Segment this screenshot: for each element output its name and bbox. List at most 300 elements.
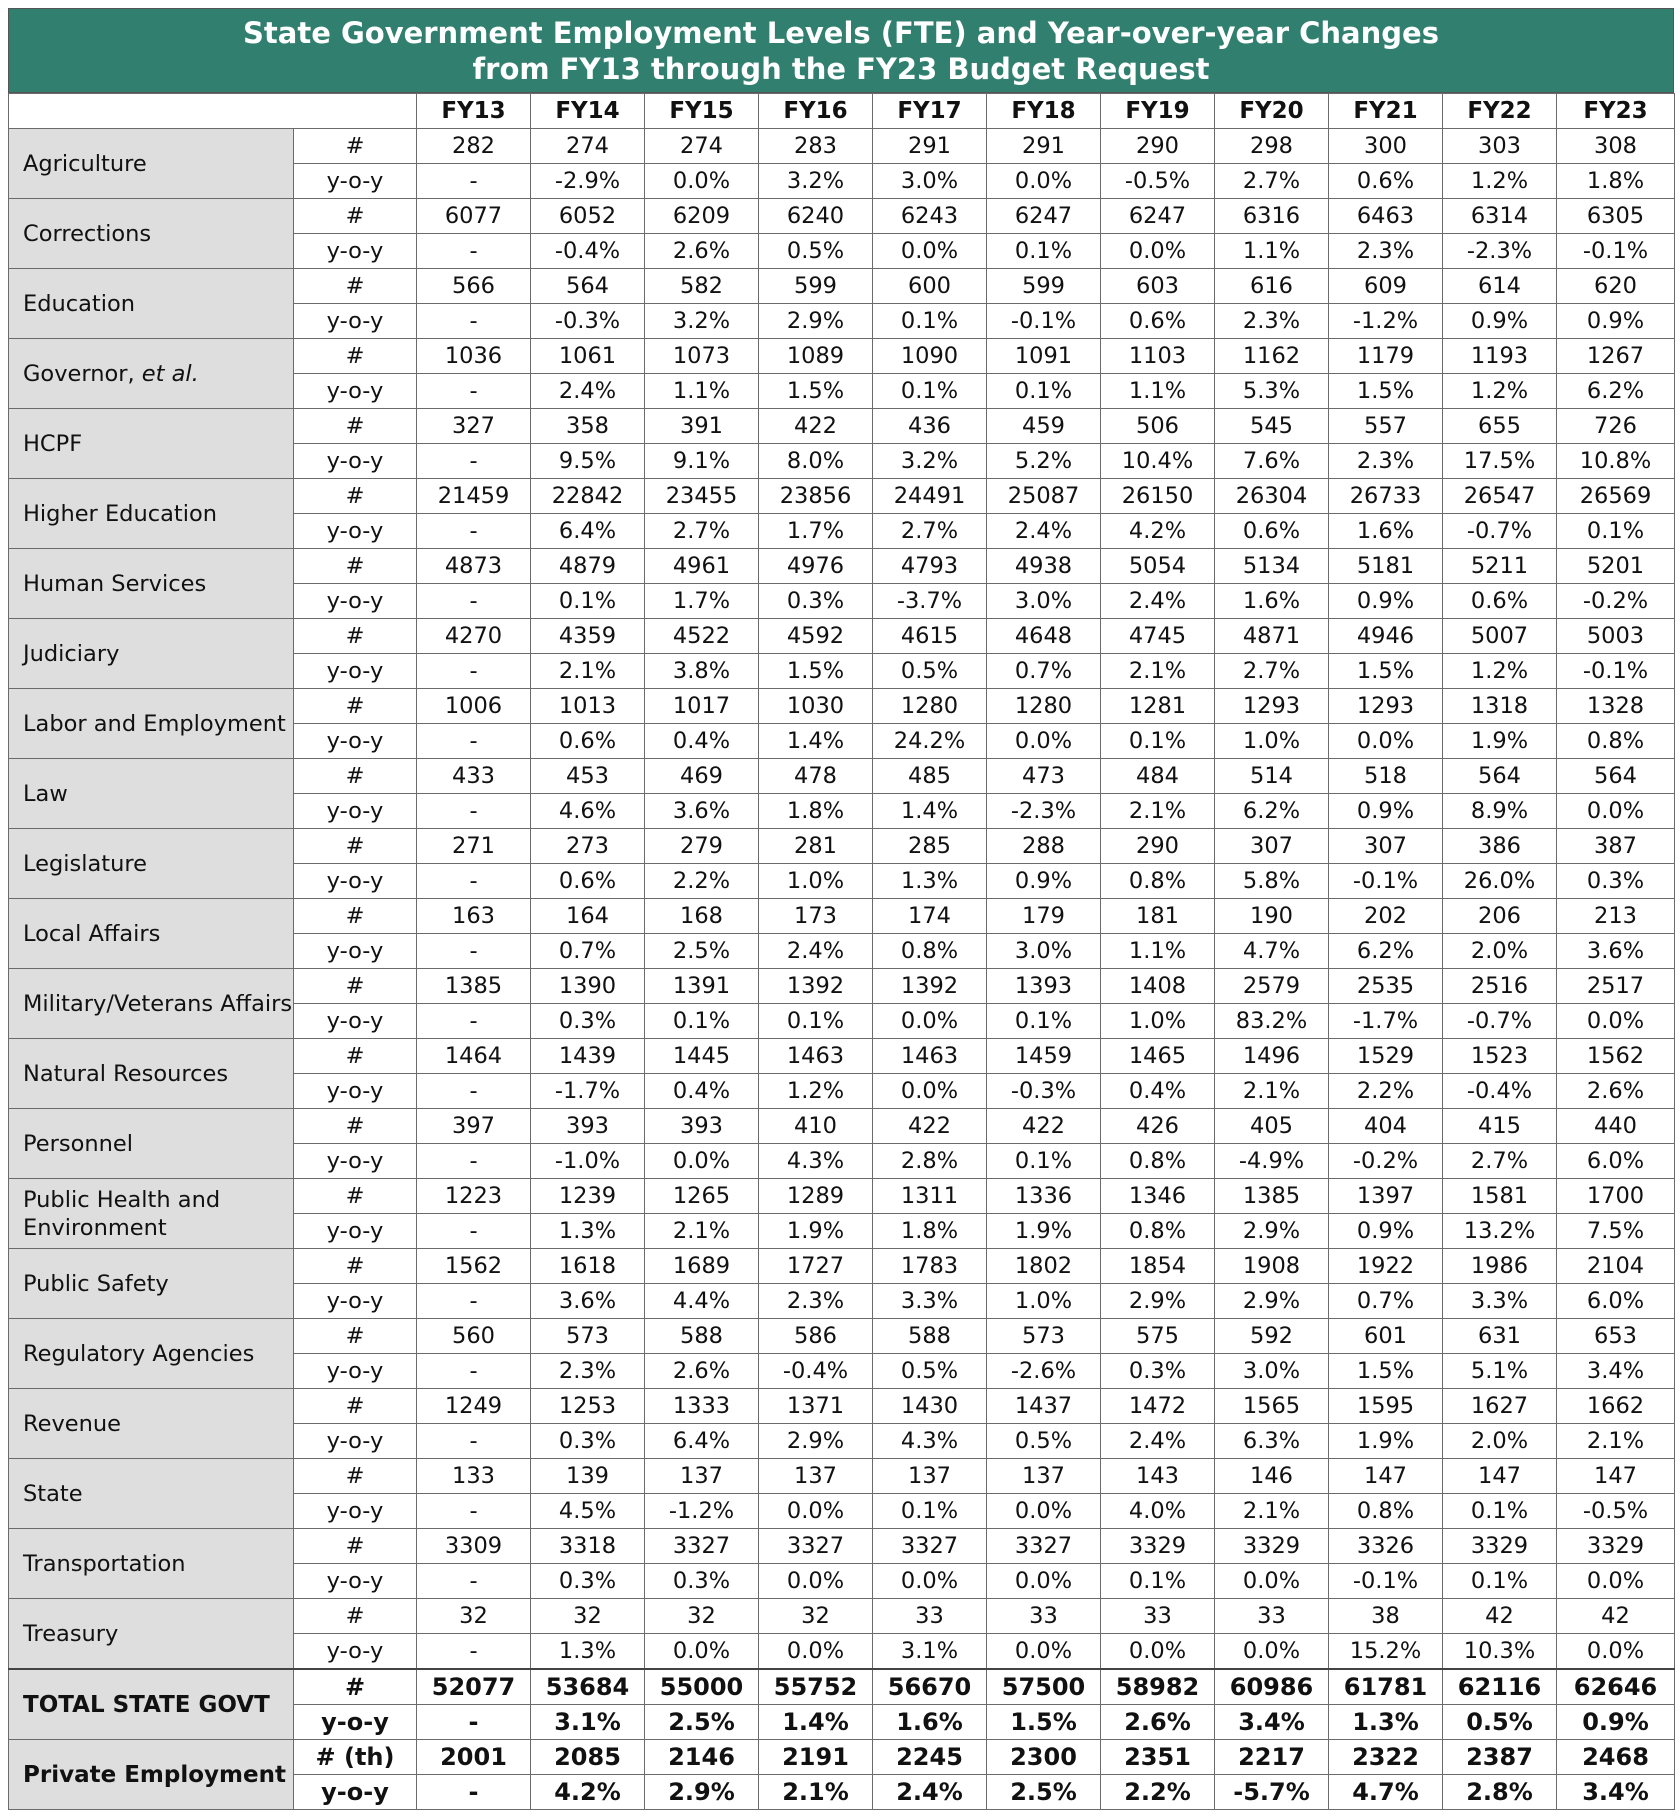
- count-cell: 3318: [531, 1529, 645, 1564]
- dept-label-military-veterans-affairs: [9, 969, 294, 1039]
- count-cell: 2300: [987, 1740, 1101, 1775]
- table-title: [8, 8, 1674, 93]
- count-cell: 582: [645, 269, 759, 304]
- count-cell: 4873: [417, 549, 531, 584]
- count-cell: 6240: [759, 199, 873, 234]
- count-cell: 358: [531, 409, 645, 444]
- yoy-cell: 4.6%: [531, 794, 645, 829]
- yoy-cell: 1.2%: [1443, 654, 1557, 689]
- yoy-cell: 1.0%: [1215, 724, 1329, 759]
- yoy-cell: 7.6%: [1215, 444, 1329, 479]
- count-cell: 147: [1329, 1459, 1443, 1494]
- yoy-cell: -2.3%: [1443, 234, 1557, 269]
- count-cell: 1179: [1329, 339, 1443, 374]
- yoy-cell: 3.2%: [873, 444, 987, 479]
- yoy-cell: 2.9%: [759, 304, 873, 339]
- metric-yoy-label: y-o-y: [294, 444, 417, 479]
- yoy-cell: 2.9%: [1215, 1284, 1329, 1319]
- yoy-cell: -0.1%: [1557, 234, 1675, 269]
- year-header-fy14: FY14: [531, 94, 645, 129]
- dept-name: Local Affairs: [23, 920, 161, 947]
- yoy-cell: 2.1%: [1215, 1074, 1329, 1109]
- yoy-cell: 0.0%: [987, 1494, 1101, 1529]
- count-cell: 3309: [417, 1529, 531, 1564]
- yoy-cell: 1.5%: [759, 374, 873, 409]
- count-cell: 308: [1557, 129, 1675, 164]
- yoy-cell: 0.3%: [531, 1004, 645, 1039]
- yoy-cell: -: [417, 584, 531, 619]
- yoy-cell: 1.4%: [759, 1705, 873, 1740]
- yoy-cell: -0.3%: [531, 304, 645, 339]
- count-cell: 1391: [645, 969, 759, 1004]
- yoy-cell: 0.6%: [1329, 164, 1443, 199]
- table-row: [9, 1529, 1675, 1564]
- yoy-cell: 13.2%: [1443, 1214, 1557, 1249]
- yoy-cell: 0.0%: [645, 164, 759, 199]
- count-cell: 57500: [987, 1669, 1101, 1705]
- yoy-cell: 3.6%: [1557, 934, 1675, 969]
- yoy-cell: 0.8%: [1557, 724, 1675, 759]
- count-cell: 1523: [1443, 1039, 1557, 1074]
- count-cell: 5201: [1557, 549, 1675, 584]
- yoy-cell: 2.7%: [1215, 654, 1329, 689]
- count-cell: 726: [1557, 409, 1675, 444]
- yoy-cell: 6.0%: [1557, 1284, 1675, 1319]
- count-cell: 190: [1215, 899, 1329, 934]
- count-cell: 2191: [759, 1740, 873, 1775]
- table-row: [9, 1109, 1675, 1144]
- metric-yoy-label: y-o-y: [294, 1284, 417, 1319]
- count-cell: 4946: [1329, 619, 1443, 654]
- count-cell: 26150: [1101, 479, 1215, 514]
- yoy-cell: -: [417, 234, 531, 269]
- count-cell: 6463: [1329, 199, 1443, 234]
- count-cell: 60986: [1215, 1669, 1329, 1705]
- dept-name: Legislature: [23, 850, 147, 877]
- metric-yoy-label: y-o-y: [294, 1424, 417, 1459]
- yoy-cell: 0.5%: [873, 654, 987, 689]
- table-row: [9, 1039, 1675, 1074]
- yoy-cell: 7.5%: [1557, 1214, 1675, 1249]
- count-cell: 3327: [873, 1529, 987, 1564]
- count-cell: 5134: [1215, 549, 1329, 584]
- yoy-cell: -: [417, 1634, 531, 1670]
- yoy-cell: 2.4%: [1101, 584, 1215, 619]
- yoy-cell: 3.3%: [1443, 1284, 1557, 1319]
- yoy-cell: 2.1%: [1101, 794, 1215, 829]
- yoy-cell: 1.0%: [987, 1284, 1101, 1319]
- count-cell: 653: [1557, 1319, 1675, 1354]
- yoy-cell: 83.2%: [1215, 1004, 1329, 1039]
- count-cell: 1689: [645, 1249, 759, 1284]
- count-cell: 609: [1329, 269, 1443, 304]
- count-cell: 55000: [645, 1669, 759, 1705]
- count-cell: 1293: [1329, 689, 1443, 724]
- yoy-cell: 1.6%: [1215, 584, 1329, 619]
- dept-label-total-state-govt: [9, 1669, 294, 1740]
- dept-label-human-services: [9, 549, 294, 619]
- count-cell: 32: [645, 1599, 759, 1634]
- count-cell: 485: [873, 759, 987, 794]
- yoy-cell: 0.8%: [873, 934, 987, 969]
- count-cell: 1223: [417, 1179, 531, 1214]
- count-cell: 1529: [1329, 1039, 1443, 1074]
- yoy-cell: 0.8%: [1329, 1494, 1443, 1529]
- yoy-cell: 15.2%: [1329, 1634, 1443, 1670]
- count-cell: 4592: [759, 619, 873, 654]
- yoy-cell: 1.1%: [645, 374, 759, 409]
- count-cell: 564: [531, 269, 645, 304]
- count-cell: 518: [1329, 759, 1443, 794]
- yoy-cell: 0.6%: [531, 864, 645, 899]
- metric-yoy-label: y-o-y: [294, 514, 417, 549]
- table-row: [9, 1389, 1675, 1424]
- table-row: [9, 759, 1675, 794]
- count-cell: 146: [1215, 1459, 1329, 1494]
- count-cell: 1802: [987, 1249, 1101, 1284]
- yoy-cell: 1.5%: [1329, 1354, 1443, 1389]
- count-cell: 33: [873, 1599, 987, 1634]
- count-cell: 23856: [759, 479, 873, 514]
- yoy-cell: 0.5%: [759, 234, 873, 269]
- yoy-cell: -: [417, 864, 531, 899]
- count-cell: 6077: [417, 199, 531, 234]
- yoy-cell: 2.5%: [987, 1775, 1101, 1810]
- count-cell: 1908: [1215, 1249, 1329, 1284]
- count-cell: 1922: [1329, 1249, 1443, 1284]
- count-cell: 2517: [1557, 969, 1675, 1004]
- yoy-cell: 2.4%: [873, 1775, 987, 1810]
- yoy-cell: 2.7%: [1443, 1144, 1557, 1179]
- count-cell: 4270: [417, 619, 531, 654]
- yoy-cell: 17.5%: [1443, 444, 1557, 479]
- count-cell: 273: [531, 829, 645, 864]
- yoy-cell: 0.0%: [645, 1634, 759, 1670]
- count-cell: 3327: [645, 1529, 759, 1564]
- yoy-cell: 4.4%: [645, 1284, 759, 1319]
- metric-count-label: #: [294, 1109, 417, 1144]
- yoy-cell: 10.4%: [1101, 444, 1215, 479]
- metric-count-label: #: [294, 1389, 417, 1424]
- count-cell: 282: [417, 129, 531, 164]
- table-row: [9, 1599, 1675, 1634]
- metric-yoy-label: y-o-y: [294, 1705, 417, 1740]
- yoy-cell: 5.1%: [1443, 1354, 1557, 1389]
- yoy-cell: -: [417, 1144, 531, 1179]
- count-cell: 168: [645, 899, 759, 934]
- dept-label-law: [9, 759, 294, 829]
- table-body: [9, 129, 1675, 1810]
- count-cell: 1465: [1101, 1039, 1215, 1074]
- yoy-cell: -: [417, 1494, 531, 1529]
- count-cell: 1463: [759, 1039, 873, 1074]
- count-cell: 2468: [1557, 1740, 1675, 1775]
- yoy-cell: 6.2%: [1215, 794, 1329, 829]
- dept-label-public-health-and-environment: [9, 1179, 294, 1249]
- count-cell: 1281: [1101, 689, 1215, 724]
- yoy-cell: 0.5%: [987, 1424, 1101, 1459]
- table-row: [9, 199, 1675, 234]
- yoy-cell: 0.1%: [1557, 514, 1675, 549]
- yoy-cell: -: [417, 724, 531, 759]
- yoy-cell: -0.4%: [531, 234, 645, 269]
- count-cell: 4615: [873, 619, 987, 654]
- count-cell: 42: [1443, 1599, 1557, 1634]
- yoy-cell: 1.0%: [1101, 1004, 1215, 1039]
- yoy-cell: 0.3%: [1557, 864, 1675, 899]
- count-cell: 1013: [531, 689, 645, 724]
- yoy-cell: -2.3%: [987, 794, 1101, 829]
- title-line-1: State Government Employment Levels (FTE) and Year-over-year Changes: [243, 15, 1439, 50]
- count-cell: 514: [1215, 759, 1329, 794]
- yoy-cell: -1.0%: [531, 1144, 645, 1179]
- metric-count-label: # (th): [294, 1740, 417, 1775]
- dept-name: Higher Education: [23, 500, 217, 527]
- count-cell: 290: [1101, 129, 1215, 164]
- count-cell: 1595: [1329, 1389, 1443, 1424]
- yoy-cell: 1.8%: [873, 1214, 987, 1249]
- yoy-cell: 0.9%: [1443, 304, 1557, 339]
- dept-label-natural-resources: [9, 1039, 294, 1109]
- count-cell: 4961: [645, 549, 759, 584]
- yoy-cell: 0.8%: [1101, 864, 1215, 899]
- count-cell: 3327: [759, 1529, 873, 1564]
- yoy-cell: 0.3%: [531, 1564, 645, 1599]
- table-row: [9, 409, 1675, 444]
- count-cell: 32: [759, 1599, 873, 1634]
- yoy-cell: 3.0%: [987, 584, 1101, 619]
- yoy-cell: 2.6%: [1557, 1074, 1675, 1109]
- yoy-cell: 0.4%: [645, 1074, 759, 1109]
- count-cell: 5007: [1443, 619, 1557, 654]
- year-header-fy17: FY17: [873, 94, 987, 129]
- count-cell: 288: [987, 829, 1101, 864]
- count-cell: 601: [1329, 1319, 1443, 1354]
- metric-yoy-label: y-o-y: [294, 1144, 417, 1179]
- dept-name: Education: [23, 290, 136, 317]
- yoy-cell: -: [417, 514, 531, 549]
- yoy-cell: 0.0%: [987, 164, 1101, 199]
- count-cell: 1392: [873, 969, 987, 1004]
- yoy-cell: -0.3%: [987, 1074, 1101, 1109]
- yoy-cell: 2.0%: [1443, 934, 1557, 969]
- yoy-cell: -: [417, 1284, 531, 1319]
- year-header-fy18: FY18: [987, 94, 1101, 129]
- count-cell: 26733: [1329, 479, 1443, 514]
- count-cell: 1618: [531, 1249, 645, 1284]
- yoy-cell: 0.1%: [873, 304, 987, 339]
- metric-yoy-label: y-o-y: [294, 794, 417, 829]
- count-cell: 1472: [1101, 1389, 1215, 1424]
- yoy-cell: 1.8%: [759, 794, 873, 829]
- yoy-cell: 0.1%: [645, 1004, 759, 1039]
- yoy-cell: 2.2%: [1329, 1074, 1443, 1109]
- yoy-cell: 1.4%: [873, 794, 987, 829]
- count-cell: 4793: [873, 549, 987, 584]
- count-cell: 62116: [1443, 1669, 1557, 1705]
- count-cell: 600: [873, 269, 987, 304]
- yoy-cell: 0.0%: [987, 1634, 1101, 1670]
- yoy-cell: 10.3%: [1443, 1634, 1557, 1670]
- count-cell: 26304: [1215, 479, 1329, 514]
- yoy-cell: 2.4%: [1101, 1424, 1215, 1459]
- table-row: [9, 829, 1675, 864]
- table-row: [9, 1740, 1675, 1775]
- yoy-cell: 3.4%: [1557, 1775, 1675, 1810]
- yoy-cell: -3.7%: [873, 584, 987, 619]
- count-cell: 1464: [417, 1039, 531, 1074]
- metric-yoy-label: y-o-y: [294, 1074, 417, 1109]
- count-cell: 1336: [987, 1179, 1101, 1214]
- yoy-cell: 0.9%: [1329, 584, 1443, 619]
- yoy-cell: 3.3%: [873, 1284, 987, 1319]
- count-cell: 1253: [531, 1389, 645, 1424]
- yoy-cell: 2.9%: [759, 1424, 873, 1459]
- count-cell: 133: [417, 1459, 531, 1494]
- yoy-cell: 0.9%: [1557, 1705, 1675, 1740]
- table-row: [9, 1319, 1675, 1354]
- count-cell: 1103: [1101, 339, 1215, 374]
- dept-label-treasury: [9, 1599, 294, 1670]
- count-cell: 1439: [531, 1039, 645, 1074]
- count-cell: 174: [873, 899, 987, 934]
- dept-name: TOTAL STATE GOVT: [23, 1691, 270, 1718]
- yoy-cell: -: [417, 1705, 531, 1740]
- yoy-cell: 1.5%: [1329, 654, 1443, 689]
- count-cell: 26569: [1557, 479, 1675, 514]
- table-row: [9, 619, 1675, 654]
- header-blank-cell: [9, 94, 417, 129]
- table-row: [9, 1249, 1675, 1284]
- yoy-cell: 0.1%: [1443, 1564, 1557, 1599]
- metric-yoy-label: y-o-y: [294, 1775, 417, 1810]
- yoy-cell: -0.1%: [987, 304, 1101, 339]
- yoy-cell: 4.2%: [1101, 514, 1215, 549]
- yoy-cell: 0.7%: [531, 934, 645, 969]
- metric-yoy-label: y-o-y: [294, 724, 417, 759]
- yoy-cell: -0.7%: [1443, 1004, 1557, 1039]
- count-cell: 655: [1443, 409, 1557, 444]
- metric-count-label: #: [294, 1529, 417, 1564]
- yoy-cell: -: [417, 1214, 531, 1249]
- yoy-cell: 4.3%: [759, 1144, 873, 1179]
- dept-label-legislature: [9, 829, 294, 899]
- yoy-cell: -1.7%: [531, 1074, 645, 1109]
- yoy-cell: 2.3%: [1329, 234, 1443, 269]
- yoy-cell: 3.6%: [645, 794, 759, 829]
- count-cell: 307: [1215, 829, 1329, 864]
- count-cell: 1459: [987, 1039, 1101, 1074]
- yoy-cell: 0.7%: [1329, 1284, 1443, 1319]
- yoy-cell: 2.9%: [1101, 1284, 1215, 1319]
- count-cell: 6243: [873, 199, 987, 234]
- metric-count-label: #: [294, 829, 417, 864]
- table-row: [9, 1459, 1675, 1494]
- metric-yoy-label: y-o-y: [294, 934, 417, 969]
- yoy-cell: 0.3%: [759, 584, 873, 619]
- yoy-cell: 0.4%: [645, 724, 759, 759]
- yoy-cell: 1.9%: [759, 1214, 873, 1249]
- count-cell: 143: [1101, 1459, 1215, 1494]
- dept-name: Corrections: [23, 220, 152, 247]
- yoy-cell: 0.7%: [987, 654, 1101, 689]
- dept-label-regulatory-agencies: [9, 1319, 294, 1389]
- count-cell: 3329: [1443, 1529, 1557, 1564]
- yoy-cell: 2.5%: [645, 1705, 759, 1740]
- count-cell: 1408: [1101, 969, 1215, 1004]
- count-cell: 53684: [531, 1669, 645, 1705]
- count-cell: 620: [1557, 269, 1675, 304]
- yoy-cell: 4.3%: [873, 1424, 987, 1459]
- yoy-cell: -4.9%: [1215, 1144, 1329, 1179]
- count-cell: 6052: [531, 199, 645, 234]
- count-cell: 1986: [1443, 1249, 1557, 1284]
- yoy-cell: 2.3%: [1215, 304, 1329, 339]
- yoy-cell: 0.0%: [987, 724, 1101, 759]
- count-cell: 1581: [1443, 1179, 1557, 1214]
- count-cell: 1239: [531, 1179, 645, 1214]
- yoy-cell: 0.0%: [987, 1564, 1101, 1599]
- count-cell: 1700: [1557, 1179, 1675, 1214]
- count-cell: 26547: [1443, 479, 1557, 514]
- metric-count-label: #: [294, 899, 417, 934]
- count-cell: 137: [987, 1459, 1101, 1494]
- yoy-cell: -: [417, 1004, 531, 1039]
- yoy-cell: -2.9%: [531, 164, 645, 199]
- count-cell: 21459: [417, 479, 531, 514]
- count-cell: 4938: [987, 549, 1101, 584]
- yoy-cell: 2.4%: [987, 514, 1101, 549]
- yoy-cell: 1.8%: [1557, 164, 1675, 199]
- count-cell: 307: [1329, 829, 1443, 864]
- yoy-cell: 1.9%: [1443, 724, 1557, 759]
- yoy-cell: 4.7%: [1215, 934, 1329, 969]
- yoy-cell: 2.1%: [759, 1775, 873, 1810]
- yoy-cell: 2.4%: [759, 934, 873, 969]
- count-cell: 1565: [1215, 1389, 1329, 1424]
- metric-count-label: #: [294, 1319, 417, 1354]
- year-header-fy21: FY21: [1329, 94, 1443, 129]
- metric-yoy-label: y-o-y: [294, 374, 417, 409]
- table-row: [9, 899, 1675, 934]
- count-cell: 1430: [873, 1389, 987, 1424]
- yoy-cell: 0.1%: [759, 1004, 873, 1039]
- dept-label-public-safety: [9, 1249, 294, 1319]
- count-cell: 279: [645, 829, 759, 864]
- count-cell: 1030: [759, 689, 873, 724]
- count-cell: 473: [987, 759, 1101, 794]
- metric-count-label: #: [294, 1669, 417, 1705]
- count-cell: 2516: [1443, 969, 1557, 1004]
- yoy-cell: 1.2%: [759, 1074, 873, 1109]
- yoy-cell: -5.7%: [1215, 1775, 1329, 1810]
- metric-count-label: #: [294, 339, 417, 374]
- count-cell: 147: [1557, 1459, 1675, 1494]
- count-cell: 1562: [1557, 1039, 1675, 1074]
- year-header-fy23: FY23: [1557, 94, 1675, 129]
- count-cell: 1397: [1329, 1179, 1443, 1214]
- yoy-cell: 0.0%: [873, 1074, 987, 1109]
- dept-name: Personnel: [23, 1130, 133, 1157]
- count-cell: 575: [1101, 1319, 1215, 1354]
- count-cell: 1006: [417, 689, 531, 724]
- yoy-cell: 0.6%: [531, 724, 645, 759]
- yoy-cell: 8.9%: [1443, 794, 1557, 829]
- count-cell: 290: [1101, 829, 1215, 864]
- yoy-cell: 2.1%: [645, 1214, 759, 1249]
- count-cell: 206: [1443, 899, 1557, 934]
- yoy-cell: 2.1%: [1557, 1424, 1675, 1459]
